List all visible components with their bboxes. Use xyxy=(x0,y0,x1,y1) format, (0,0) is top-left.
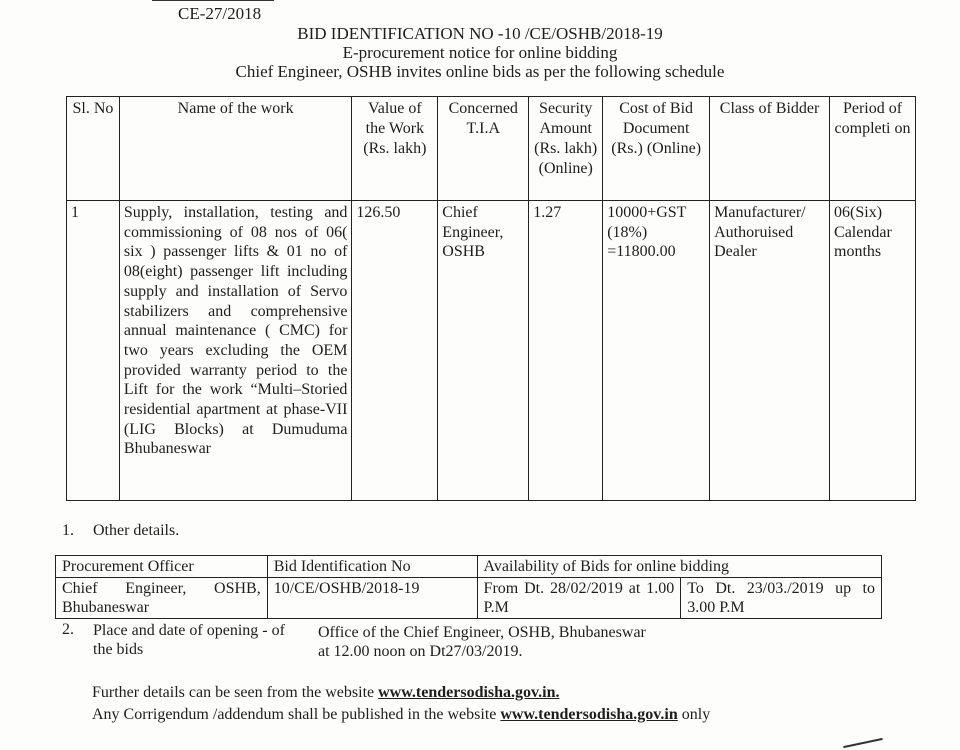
cell-class: Manufacturer/ Authoruised Dealer xyxy=(710,201,830,501)
bid-identification-title: BID IDENTIFICATION NO -10 /CE/OSHB/2018-19 xyxy=(297,24,663,43)
cell-officer: Chief Engineer, OSHB, Bhubaneswar xyxy=(56,578,268,619)
col-header-security: Security Amount (Rs. lakh) (Online) xyxy=(529,97,603,201)
cell-cost: 10000+GST (18%) =11800.00 xyxy=(603,201,710,501)
section1-number: 1. xyxy=(62,522,74,539)
cell-to-date: To Dt. 23/03./2019 up to 3.00 P.M xyxy=(681,578,882,619)
cell-value: 126.50 xyxy=(352,201,438,501)
col-header-tia: Concerned T.I.A xyxy=(438,97,529,201)
cell-name-of-work: Supply, installation, testing and commissioning of 08 nos of 06( six ) passenger lifts & 01 no of 08(eight) passenger lift including supply and installation of Servo stabilizers and comprehensive annual maintenance ( CMC) for two years excluding the OEM provided warranty period to the Lift for the work “Multi–Storied residential apartment at phase-VII (LIG Blocks) at Dumuduma Bhubaneswar xyxy=(119,201,352,501)
other-details-table xyxy=(55,555,882,619)
reference-number: CE-27/2018 xyxy=(178,4,262,23)
section2-number: 2. xyxy=(62,621,74,638)
notice-subtitle: E-procurement notice for online bidding xyxy=(342,43,618,62)
footer-line2-text: Any Corrigendum /addendum shall be published in the website xyxy=(92,706,497,723)
col-header-name-of-work: Name of the work xyxy=(119,97,352,201)
website-link[interactable]: www.tendersodisha.gov.in. xyxy=(378,684,560,701)
table-row xyxy=(67,201,916,501)
top-rule xyxy=(152,0,274,1)
opening-date: at 12.00 noon on Dt27/03/2019. xyxy=(318,643,523,660)
cell-from-date: From Dt. 28/02/2019 at 1.00 P.M xyxy=(477,578,681,619)
section2-label: Place and date of opening - of the bids xyxy=(93,622,285,658)
col-header-cost: Cost of Bid Document (Rs.) (Online) xyxy=(603,97,710,201)
table-header-row xyxy=(67,97,916,201)
cell-bid-id: 10/CE/OSHB/2018-19 xyxy=(267,578,477,619)
website-link-corrigendum[interactable]: www.tendersodisha.gov.in xyxy=(500,706,678,723)
footer-line1 xyxy=(92,684,560,702)
cell-security: 1.27 xyxy=(529,201,603,501)
header-availability: Availability of Bids for online bidding xyxy=(477,556,881,578)
other-header-row xyxy=(56,556,882,578)
invitation-line: Chief Engineer, OSHB invites online bids as per the following schedule xyxy=(235,62,725,81)
col-header-sl-no: Sl. No xyxy=(67,97,120,201)
footer-line1-text: Further details can be seen from the website xyxy=(92,684,375,701)
cell-tia: Chief Engineer, OSHB xyxy=(438,201,529,501)
header-bid-identification: Bid Identification No xyxy=(267,556,477,578)
col-header-period: Period of completi on xyxy=(830,97,916,201)
schedule-table xyxy=(66,96,916,501)
header-procurement-officer: Procurement Officer xyxy=(56,556,268,578)
footer-line2-suffix: only xyxy=(681,706,711,723)
section1-label: Other details. xyxy=(93,522,180,539)
opening-place: Office of the Chief Engineer, OSHB, Bhubaneswar xyxy=(318,624,646,641)
col-header-value: Value of the Work (Rs. lakh) xyxy=(352,97,438,201)
cell-sl-no: 1 xyxy=(67,201,120,501)
cell-period: 06(Six) Calendar months xyxy=(830,201,916,501)
pen-mark xyxy=(843,738,883,748)
footer-line2 xyxy=(92,706,710,724)
col-header-class: Class of Bidder xyxy=(710,97,830,201)
table-row xyxy=(56,578,882,619)
